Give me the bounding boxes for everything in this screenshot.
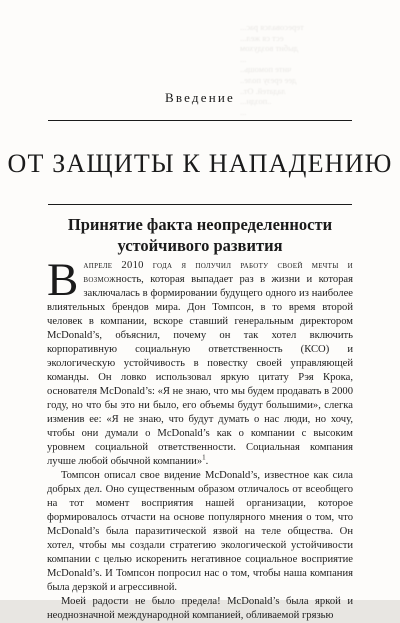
- ghost-line: ладатей. От..: [240, 85, 286, 96]
- ghost-line: ...: [240, 53, 247, 64]
- subtitle: [40, 214, 360, 256]
- ghost-line: тересовался рас...: [240, 22, 304, 32]
- lead-in-small-caps: апреле 2010 года я получил работу своей мечты и возмож: [83, 260, 353, 285]
- section-label: Введение: [165, 90, 235, 105]
- ghost-line: чите помощь..: [240, 64, 292, 75]
- paragraph-1-text: ность, которая выпадает раз в жизни и которая заключалась в формировании будущего одного из наиболее влиятельных брендов мира. Дон Томпсон, в то время второй человек в компании, вскоре ставший генеральным директором McDonald’s, объяснил, почему он так хотел включить корпоративную социальную ответственность (КСО) и экологическую устойчивость в повестку своей управляющей команды. Он ловко использовал яркую цитату Рэя Крока, основателя McDonald’s: «Я не знаю, что мы будем продавать в 2000 году, но что бы это ни было, его объемы будут большими», слегка изменив ее: «Я не знаю, что будут думать о нас люди, но хочу, чтобы они думали о McDonald’s как о компании с высоким уровнем социальной ответственности. Социальная компания лучше любой обычной компании»: [47, 274, 354, 467]
- subtitle-line-1: Принятие факта неопределенности: [67, 215, 333, 234]
- ghost-line: дыбит воздухом: [240, 43, 299, 54]
- ghost-line: дее ерезу поле..: [240, 74, 297, 85]
- body-text: [47, 254, 354, 623]
- ghost-line: ..поздн...: [240, 96, 272, 107]
- top-rule: [48, 120, 352, 121]
- paragraph-1-end: .: [205, 456, 209, 467]
- footnote-marker[interactable]: 1: [202, 453, 206, 462]
- ghost-line: ...: [240, 106, 247, 117]
- bottom-rule: [48, 204, 352, 205]
- paragraph-2: Томпсон описал свое видение McDonald’s, известное как сила добрых дел. Оно существенным образом отличалось от всеобщего на тот момент восприятия нашей организации, которое формировалось отчасти на основе популярного мнения о том, что McDonald’s была паразитической язвой на теле общества. Он хотел, чтобы мы создали стратегию экологической устойчивости компании с целью искоренить негативное социальное восприятие McDonald’s. И Томпсон попросил нас о том, чтобы наша компания была дерзкой и агрессивной.: [47, 470, 353, 593]
- chapter-title: ОТ ЗАЩИТЫ К НАПАДЕНИЮ: [7, 149, 393, 178]
- drop-cap: В: [47, 254, 79, 306]
- ghost-line: ест ся жел...: [240, 32, 284, 43]
- paragraph-3: Моей радости не было предела! McDonald’s была яркой и неоднозначной международной компанией, обливаемой грязью: [47, 596, 353, 621]
- subtitle-line-2: устойчивого развития: [117, 236, 283, 255]
- paragraph-1: [47, 254, 354, 469]
